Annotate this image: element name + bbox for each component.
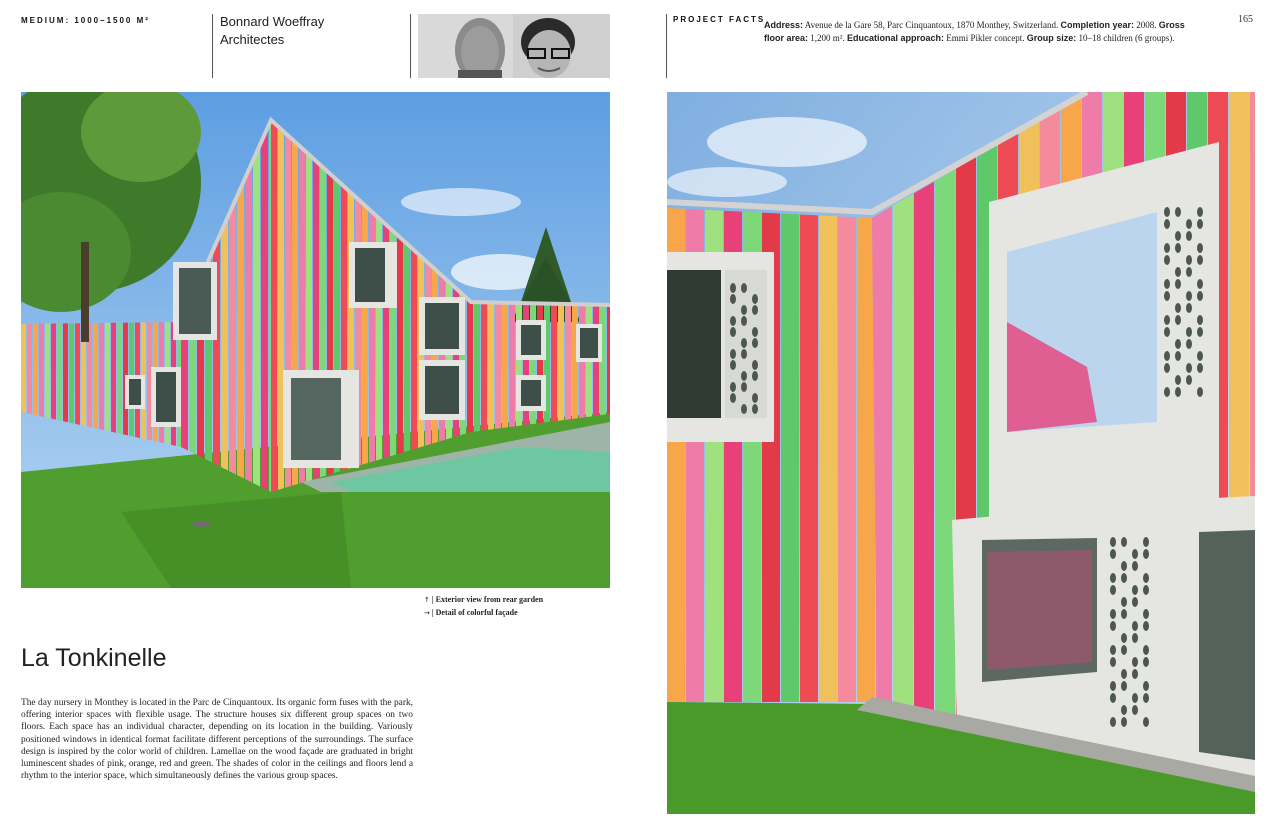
- perforation-hole: [1186, 339, 1192, 349]
- header-divider-1: [212, 14, 213, 78]
- project-facts: [764, 19, 1204, 44]
- facade-lamella: [800, 192, 818, 712]
- perforation-hole: [1143, 585, 1149, 595]
- perforation-hole: [1164, 363, 1170, 373]
- perforation-hole: [730, 327, 736, 337]
- perforation-hole: [1110, 645, 1116, 655]
- perforation-hole: [1197, 327, 1203, 337]
- group-size-value: 10–18 children (6 groups).: [1078, 32, 1175, 43]
- completion-label: Completion year:: [1060, 20, 1134, 30]
- perforation-hole: [1197, 363, 1203, 373]
- facade-lamella: [935, 92, 955, 814]
- perforation-hole: [1164, 279, 1170, 289]
- perforation-hole: [1186, 255, 1192, 265]
- perforation-hole: [1164, 351, 1170, 361]
- perforation-hole: [730, 360, 736, 370]
- perforation-hole: [1110, 717, 1116, 727]
- perforation-hole: [730, 316, 736, 326]
- perforation-hole: [730, 349, 736, 359]
- perforation-hole: [1121, 681, 1127, 691]
- perforation-hole: [1143, 609, 1149, 619]
- caption-text: Exterior view from rear garden: [435, 595, 544, 604]
- perforation-hole: [1186, 375, 1192, 385]
- perforation-hole: [752, 393, 758, 403]
- perforation-hole: [752, 371, 758, 381]
- perforation-hole: [741, 316, 747, 326]
- caption-exterior: [424, 594, 543, 607]
- perforation-hole: [1132, 669, 1138, 679]
- perforation-hole: [741, 371, 747, 381]
- perforation-hole: [1186, 363, 1192, 373]
- perforation-hole: [1121, 573, 1127, 583]
- perforation-hole: [1132, 693, 1138, 703]
- architect-name-line-1: Bonnard Woeffray: [220, 14, 325, 29]
- perforation-hole: [752, 360, 758, 370]
- header-divider-3: [666, 14, 667, 78]
- perforation-hole: [1197, 219, 1203, 229]
- perforation-hole: [1110, 585, 1116, 595]
- perforation-hole: [1175, 375, 1181, 385]
- perforation-hole: [1197, 351, 1203, 361]
- perforation-hole: [741, 338, 747, 348]
- perforation-hole: [1132, 561, 1138, 571]
- perforation-hole: [1175, 279, 1181, 289]
- perforation-hole: [1110, 549, 1116, 559]
- arrow-up-icon: ↑: [424, 596, 430, 604]
- perforation-hole: [1143, 645, 1149, 655]
- photo-captions: [424, 594, 543, 619]
- perforation-hole: [1143, 621, 1149, 631]
- page-number: 165: [1238, 14, 1253, 25]
- perforation-hole: [1197, 243, 1203, 253]
- perforation-hole: [1197, 291, 1203, 301]
- perforation-hole: [752, 294, 758, 304]
- perforation-hole: [1121, 597, 1127, 607]
- architect-name-line-2: Architectes: [220, 32, 285, 47]
- perforation-hole: [1164, 387, 1170, 397]
- perforation-hole: [1186, 303, 1192, 313]
- area-label: Gross floor area:: [764, 20, 1185, 43]
- perforation-hole: [752, 327, 758, 337]
- perforation-hole: [1121, 705, 1127, 715]
- facade-lamella: [781, 192, 799, 712]
- perforation-hole: [730, 283, 736, 293]
- perforation-hole: [1143, 657, 1149, 667]
- perforation-hole: [1175, 387, 1181, 397]
- perforation-hole: [1164, 327, 1170, 337]
- perforation-hole: [1121, 669, 1127, 679]
- facade-lamella: [857, 192, 875, 712]
- exterior-photo-illustration: [21, 92, 610, 588]
- perforation-hole: [730, 294, 736, 304]
- perforation-hole: [1110, 693, 1116, 703]
- facade-lamella: [271, 92, 277, 512]
- perforation-hole: [1132, 705, 1138, 715]
- perforation-hole: [1110, 573, 1116, 583]
- completion-value: 2008.: [1136, 20, 1157, 30]
- perforation-hole: [1121, 645, 1127, 655]
- perforation-hole: [1110, 537, 1116, 547]
- approach-label: Educational approach:: [846, 32, 944, 43]
- project-description: The day nursery in Monthey is located in the Parc de Cinquantoux. Its organic form fuses with the park, offering interior spaces with flexible usage. The structure houses six different group spaces on two floors. Each space has an individual character, depending on its location in the building. Variously positioned windows in identical format facilitate different perceptions of the surroundings. The surface design is inspired by the color world of children. Lamellae on the wood façade are graduated in bright luminescent shades of pink, orange, red and green. The shades of color in the ceilings and floors lend a rhythm to the interior space, which simultaneously defines the various group spaces.: [21, 698, 413, 782]
- perforation-hole: [1143, 693, 1149, 703]
- perforation-hole: [1132, 549, 1138, 559]
- perforation-hole: [1132, 621, 1138, 631]
- perforation-hole: [741, 305, 747, 315]
- perforation-hole: [1121, 537, 1127, 547]
- portrait-illustration: [418, 14, 610, 78]
- perforation-hole: [1143, 681, 1149, 691]
- perforation-hole: [1186, 327, 1192, 337]
- facade-lamella: [838, 192, 856, 712]
- architects-portrait: [418, 14, 610, 78]
- project-title: La Tonkinelle: [21, 644, 167, 672]
- perforation-hole: [1164, 243, 1170, 253]
- perforation-hole: [1132, 585, 1138, 595]
- exterior-photo: [21, 92, 610, 588]
- caption-separator: |: [431, 607, 434, 617]
- perforation-hole: [1197, 255, 1203, 265]
- facade-lamella: [261, 92, 268, 512]
- perforation-hole: [1186, 267, 1192, 277]
- perforation-hole: [1143, 549, 1149, 559]
- header-divider-2: [410, 14, 411, 78]
- perforation-hole: [1164, 315, 1170, 325]
- perforation-hole: [1110, 657, 1116, 667]
- perforation-hole: [1110, 621, 1116, 631]
- perforation-hole: [1197, 207, 1203, 217]
- perforation-hole: [1121, 717, 1127, 727]
- perforation-hole: [1175, 315, 1181, 325]
- section-label: MEDIUM: 1000–1500 M²: [21, 16, 150, 25]
- perforation-hole: [741, 283, 747, 293]
- perforation-hole: [1121, 561, 1127, 571]
- perforation-hole: [1197, 315, 1203, 325]
- perforation-hole: [752, 404, 758, 414]
- project-facts-label: PROJECT FACTS: [673, 15, 766, 24]
- perforation-hole: [730, 393, 736, 403]
- facade-lamella: [914, 92, 934, 814]
- group-size-label: Group size:: [1026, 32, 1077, 43]
- perforation-hole: [1175, 207, 1181, 217]
- perforation-hole: [1197, 387, 1203, 397]
- caption-text: Detail of colorful façade: [435, 607, 518, 617]
- area-value: 1,200 m².: [810, 32, 845, 43]
- perforation-hole: [1175, 303, 1181, 313]
- perforation-hole: [1121, 609, 1127, 619]
- perforation-hole: [741, 404, 747, 414]
- perforation-hole: [1164, 255, 1170, 265]
- perforation-hole: [1143, 537, 1149, 547]
- arrow-right-icon: →: [424, 608, 430, 617]
- perforation-hole: [1164, 291, 1170, 301]
- facade-detail-illustration: [667, 92, 1255, 814]
- perforation-hole: [1175, 243, 1181, 253]
- perforation-hole: [741, 349, 747, 359]
- perforation-hole: [741, 382, 747, 392]
- perforation-hole: [1132, 657, 1138, 667]
- perforation-hole: [1143, 717, 1149, 727]
- perforation-hole: [1164, 219, 1170, 229]
- approach-value: Emmi Pikler concept.: [946, 32, 1025, 43]
- perforation-hole: [752, 338, 758, 348]
- perforation-hole: [1132, 597, 1138, 607]
- perforation-hole: [1175, 339, 1181, 349]
- perforation-hole: [752, 305, 758, 315]
- facade-detail-photo: [667, 92, 1255, 814]
- perforation-hole: [1175, 267, 1181, 277]
- perforation-hole: [1132, 633, 1138, 643]
- address-value: Avenue de la Gare 58, Parc Cinquantoux, 1870 Monthey, Switzerland.: [804, 20, 1059, 30]
- perforation-hole: [1121, 633, 1127, 643]
- perforation-hole: [1143, 573, 1149, 583]
- perforation-hole: [1175, 231, 1181, 241]
- architect-name: [220, 13, 324, 49]
- caption-separator: |: [431, 595, 434, 604]
- facade-lamella: [819, 192, 837, 712]
- perforation-hole: [1197, 279, 1203, 289]
- perforation-hole: [730, 382, 736, 392]
- perforation-hole: [1186, 291, 1192, 301]
- perforation-hole: [1110, 609, 1116, 619]
- perforation-hole: [1175, 351, 1181, 361]
- perforation-hole: [1110, 681, 1116, 691]
- address-label: Address:: [764, 20, 804, 30]
- perforation-hole: [1186, 219, 1192, 229]
- perforation-hole: [1164, 207, 1170, 217]
- caption-facade: [424, 607, 543, 620]
- perforation-hole: [1186, 231, 1192, 241]
